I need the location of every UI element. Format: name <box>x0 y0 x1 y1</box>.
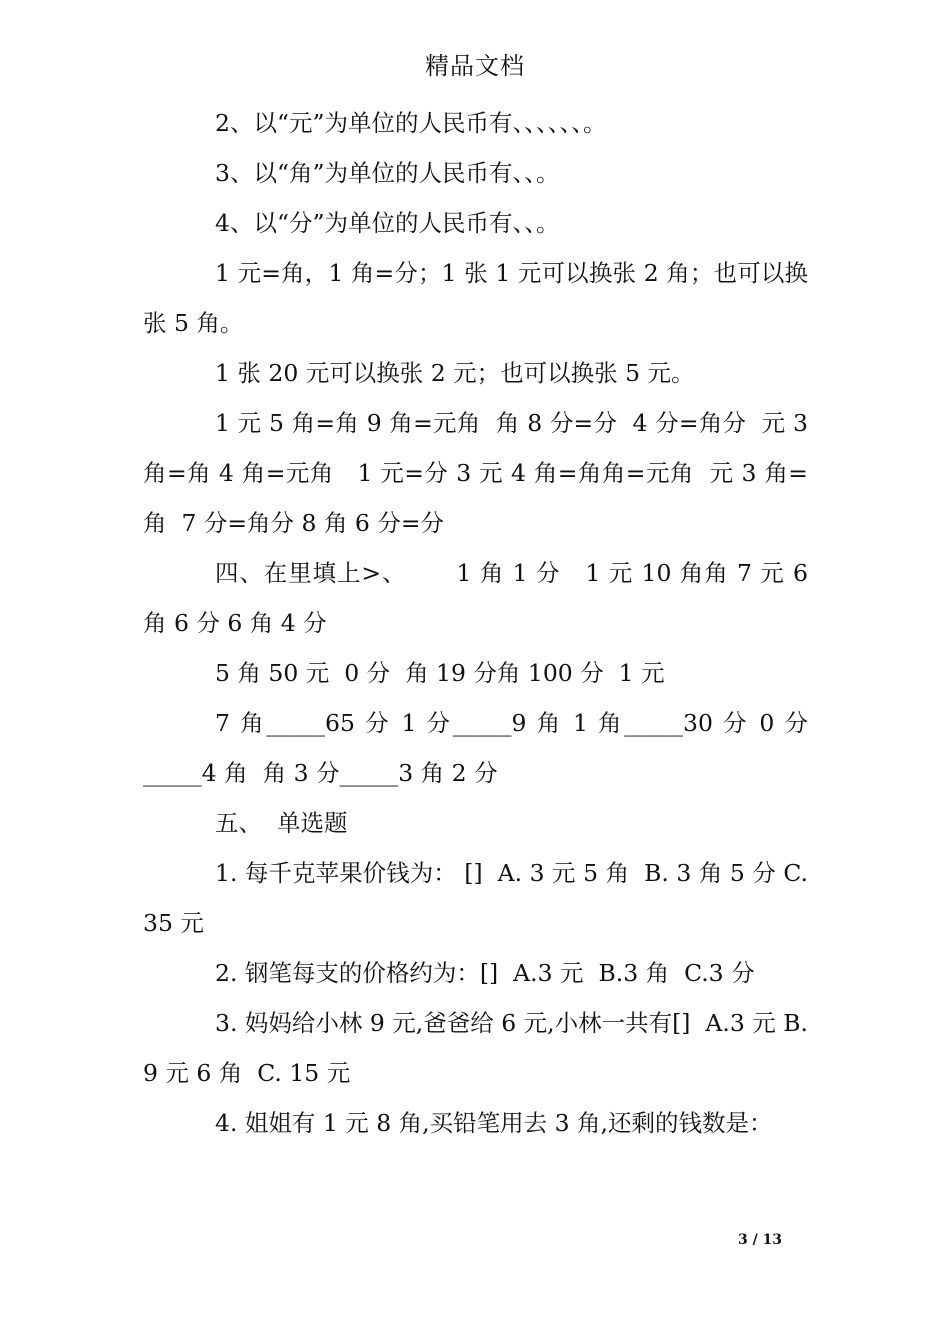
paragraph-compare-row-1: 5 角 50 元 0 分 角 19 分角 100 分 1 元 <box>215 659 665 687</box>
question-4: 4. 姐姐有 1 元 8 角,买铅笔用去 3 角,还剩的钱数是： <box>215 1109 773 1137</box>
question-2: 2. 钢笔每支的价格约为：[] A.3 元 B.3 角 C.3 分 <box>215 959 755 987</box>
paragraph-compare-row-2: 7 角_____65 分 1 分_____9 角 1 角_____30 分 0 分_____4 角 角 3 分_____3 角 2 分 <box>143 709 808 787</box>
paragraph-conversion-exercises: 1 元 5 角=角 9 角=元角 角 8 分=分 4 分=角分 元 3 角=角 4 角=元角 1 元=分 3 元 4 角=角角=元角 元 3 角=角 7 分=角分 8 角 6 分=分 <box>143 409 816 537</box>
page-number: 3 / 13 <box>737 1232 783 1248</box>
paragraph-yuan-denominations: 2、以“元”为单位的人民币有、、、、、、。 <box>215 109 607 137</box>
section-five-heading: 五、 单选题 <box>215 809 348 837</box>
document-body <box>143 98 816 1148</box>
question-1: 1. 每千克苹果价钱为： [] A. 3 元 5 角 B. 3 角 5 分 C. 35 元 <box>143 859 816 937</box>
paragraph-exchange-20-yuan: 1 张 20 元可以换张 2 元；也可以换张 5 元。 <box>215 359 695 387</box>
paragraph-section-four-compare: 四、在里填上>、 1 角 1 分 1 元 10 角角 7 元 6 角 6 分 6 角 4 分 <box>143 559 816 637</box>
paragraph-unit-conversion: 1 元=角，1 角=分；1 张 1 元可以换张 2 角；也可以换张 5 角。 <box>143 259 808 337</box>
question-3: 3. 妈妈给小林 9 元,爸爸给 6 元,小林一共有[] A.3 元 B. 9 元 6 角 C. 15 元 <box>143 1009 816 1087</box>
paragraph-fen-denominations: 4、以“分”为单位的人民币有、、。 <box>215 209 560 237</box>
page-header-title: 精品文档 <box>425 52 525 80</box>
paragraph-jiao-denominations: 3、以“角”为单位的人民币有、、。 <box>215 159 560 187</box>
